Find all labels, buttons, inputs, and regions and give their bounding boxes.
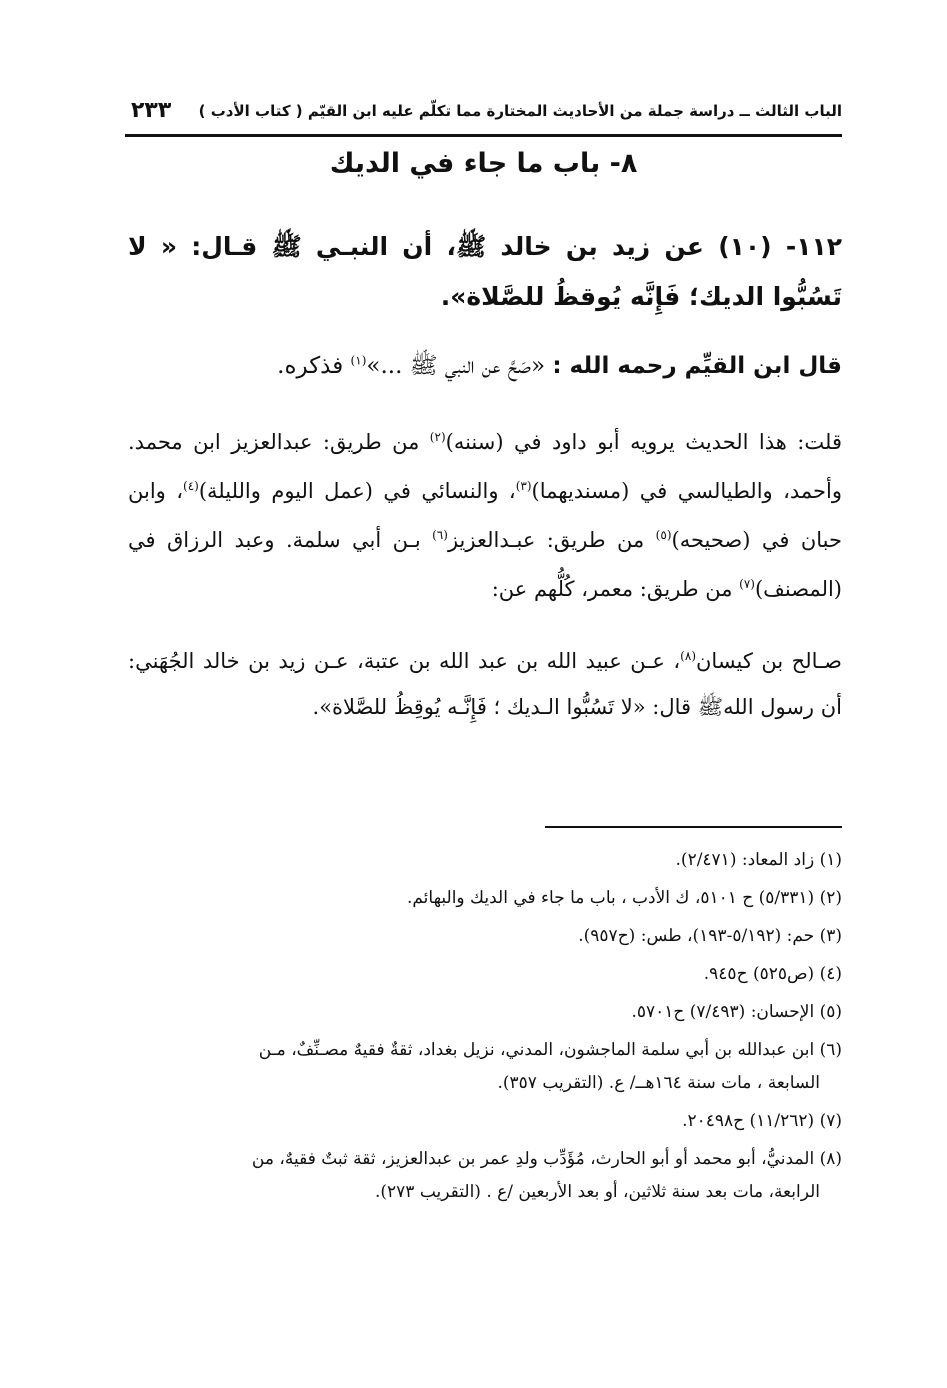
footnote-ref: (١) (350, 353, 367, 368)
footnote-ref: (٢) (429, 430, 446, 444)
footnote-text: (٨) المدنيُّ، أبو محمد أو أبو الحارث، مُؤَدِّب ولدِ عمر بن عبدالعزيز، ثقة ثبتٌ فقيهٌ، من (251, 1149, 842, 1169)
footnote-ref: (٦) (432, 528, 448, 542)
footnote (130, 920, 842, 953)
text-segment: قلت: هذا الحديث يرويه أبو داود في (سننه) (445, 430, 842, 454)
footnote-text: (٦) ابن عبدالله بن أبي سلمة الماجشون، المدني، نزيل بغداد، ثقةٌ فقيهٌ مصـنِّفٌ، مـن (258, 1040, 842, 1060)
footnote (130, 1105, 842, 1138)
page-number: ٢٣٣ (131, 98, 172, 123)
footnote-ref: (٨) (680, 649, 696, 663)
footnote-divider (545, 826, 842, 828)
text-segment: من طريق: عبـدالعزيز (447, 528, 656, 552)
footnote-text: (٧) (١١/٢٦٢) ح٢٠٤٩٨. (682, 1111, 842, 1131)
footnote (130, 1034, 842, 1100)
footnote-text: (٤) (ص٥٢٥) ح٩٤٥. (703, 964, 842, 984)
footnote-ref: (٥) (655, 528, 672, 542)
text-segment: صـالح بن كيسان (696, 649, 842, 673)
footnote-continuation: السابعة ، مات سنة ١٦٤هــ/ ع. (التقريب ٣٥٧). (497, 1073, 820, 1093)
footnote-ref: (٤) (183, 479, 199, 493)
footnote-text: (٥) الإحسان: (٧/٤٩٣) ح٥٧٠١. (631, 1002, 842, 1022)
footnotes (130, 844, 842, 1214)
footnote (130, 882, 842, 915)
footnote-text: (٢) (٥/٣٣١) ح ٥١٠١، ك الأدب ، باب ما جاء في الديك والبهائم. (406, 888, 842, 908)
text-segment: ، والنسائي في (عمل اليوم والليلة) (198, 479, 516, 503)
footnote-ref: (٣) (515, 479, 532, 493)
footnote-continuation: الرابعة، مات بعد سنة ثلاثين، أو بعد الأربعين /ع . (التقريب ٢٧٣). (375, 1182, 820, 1202)
text-segment: ، عـن عبيد الله بن عبد الله بن عتبة، عـن زيد بن خالد الجُهَني: أن رسول اللهﷺ قال: «لا تَسُبُّوا الـديك ؛ فَإِنَّـه يُوقِظُ للصَّلاة». (128, 649, 842, 719)
running-header (125, 100, 842, 137)
footnote-text: (١) زاد المعاد: (٢/٤٧١). (675, 850, 842, 870)
footnote (130, 844, 842, 877)
footnote (130, 1143, 842, 1209)
chapter-title: ٨- باب ما جاء في الديك (329, 148, 638, 179)
header-title: الباب الثالث ــ دراسة جملة من الأحاديث المختارة مما تكلّم عليه ابن القيّم ( كتاب الأدب ) (198, 102, 842, 120)
hadith-text: ١١٢- (١٠) عن زيد بن خالد ﷺ، أن النبـي ﷺ قـال: « لا تَسُبُّوا الديك؛ فَإِنَّه يُوقظُ للصَّلاة». (128, 232, 842, 311)
statement-quote: «صَحَّ عن النبي ﷺ ...» (366, 353, 546, 379)
statement-tail: فذكره. (277, 353, 351, 379)
footnote-text: (٣) حم: (٥/١٩٢-١٩٣)، طس: (ح٩٥٧). (578, 926, 842, 946)
text-segment: بـن أبي سلمة. وعبد الرزاق في (المصنف) (128, 528, 842, 601)
footnote (130, 996, 842, 1029)
commentary-paragraph-2 (128, 638, 842, 730)
footnote-ref: (٧) (739, 577, 755, 591)
text-segment: ، وابن حبان في (صحيحه) (128, 479, 842, 552)
text-segment: من طريق: معمر، كُلُّهم عن: (491, 577, 740, 601)
footnote (130, 958, 842, 991)
ibn-qayyim-statement (128, 344, 842, 388)
commentary-paragraph-1 (128, 418, 842, 614)
statement-lead: قال ابن القيِّم رحمه الله : (552, 353, 842, 379)
text-segment: من طريق: عبدالعزيز ابن محمد. وأحمد، والطيالسي في (مسنديهما) (128, 430, 842, 503)
